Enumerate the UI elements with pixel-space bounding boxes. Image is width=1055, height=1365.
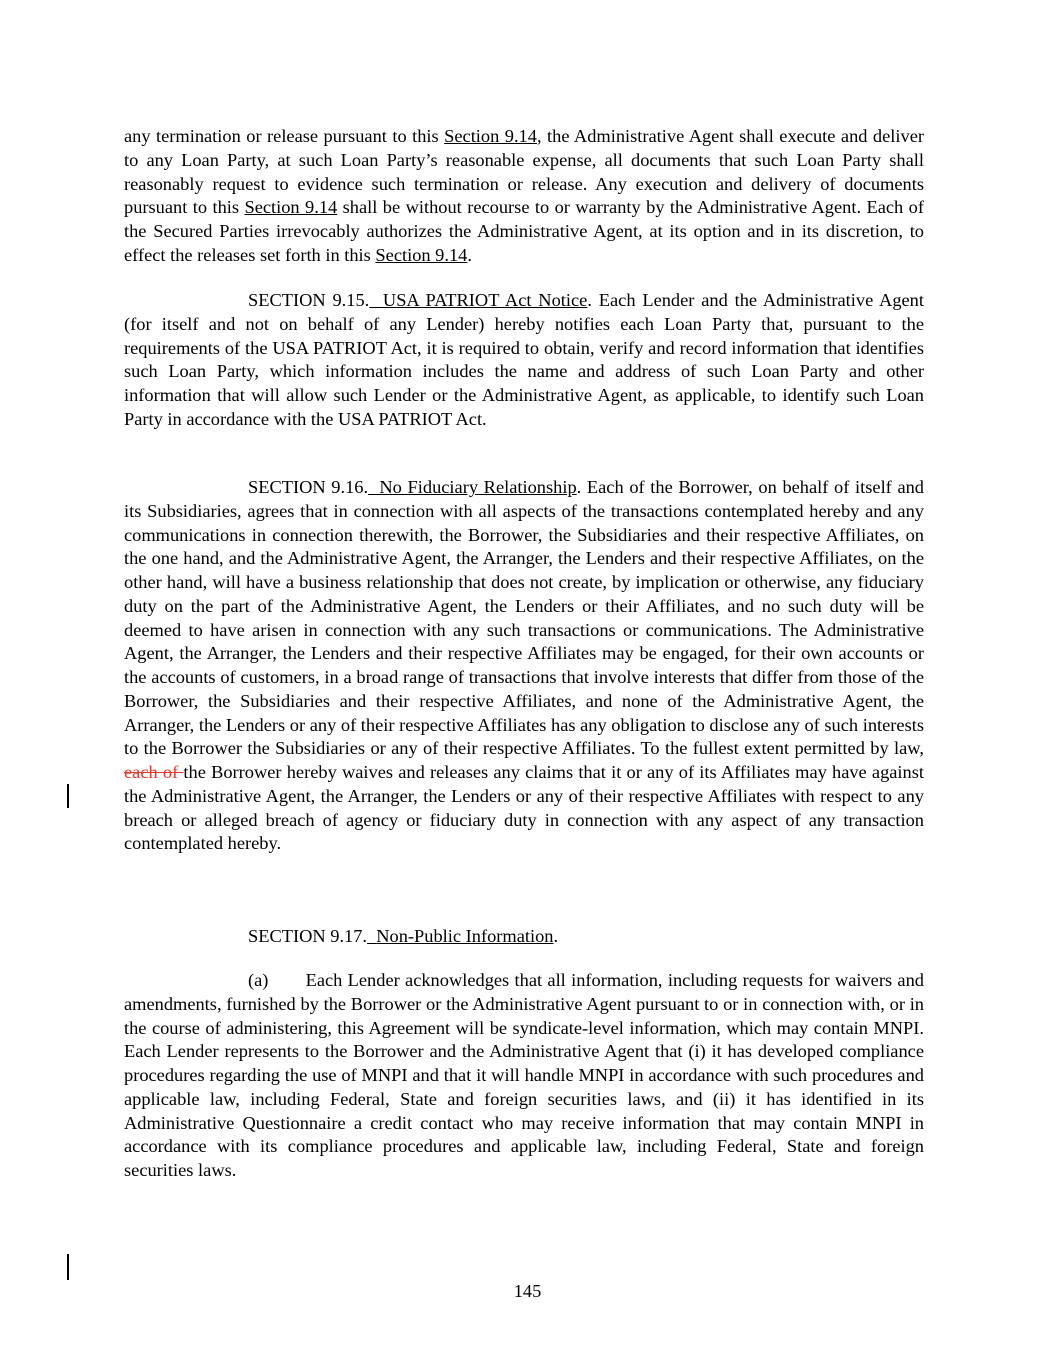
section-heading-gap [369, 290, 383, 310]
section-heading-gap [368, 477, 379, 497]
section-title: No Fiduciary Relationship [379, 477, 577, 497]
section-number: SECTION 9.17. [248, 926, 368, 946]
section-title: USA PATRIOT Act Notice [382, 290, 588, 310]
section-body: . Each Lender and the Administrative Agent (for itself and not on behalf of any Lender) hereby notifies each Loan Party that, pursuant to the requirements of the USA PATRIOT Act, it is required to obtain, verify and record information that identifies such Loan Party, which information includes the name and address of such Loan Party and other information that will allow such Lender or the Administrative Agent, as applicable, to identify such Loan Party in accordance with the USA PATRIOT Act. [124, 290, 924, 429]
section-title: Non-Public Information [376, 926, 554, 946]
paragraph-section-9-16 [124, 476, 924, 856]
paragraph-section-9-15 [124, 289, 924, 432]
paragraph-section-9-14-continuation [124, 125, 924, 268]
change-bar [67, 1254, 69, 1280]
section-number: SECTION 9.16. [248, 477, 369, 497]
text-run: . [467, 244, 472, 265]
section-body: . Each of the Borrower, on behalf of itself and its Subsidiaries, agrees that in connection with all aspects of the transactions contemplated hereby and any communications in connection therewith, the Borrower, the Subsidiaries and their respective Affiliates, on the one hand, and the Administrative Agent, the Arranger, the Lenders and their respective Affiliates, on the other hand, will have a business relationship that does not create, by implication or otherwise, any fiduciary duty on the part of the Administrative Agent, the Lenders or their Affiliates, and no such duty will be deemed to have arisen in connection with any such transactions or communications. The Administrative Agent, the Arranger, the Lenders and their respective Affiliates may be engaged, for their own accounts or the accounts of customers, in a broad range of transactions that involve interests that differ from those of the Borrower, the Subsidiaries and their respective Affiliates, and none of the Administrative Agent, the Arranger, the Lenders or any of their respective Affiliates has any obligation to disclose any of such interests to the Borrower the Subsidiaries or any of their respective Affiliates. To the fullest extent permitted by law, [124, 477, 925, 759]
text-run: any termination or release pursuant to this [124, 126, 445, 146]
clause-body: Each Lender acknowledges that all information, including requests for waivers and amendments, furnished by the Borrower or the Administrative Agent pursuant to or in connection with, or in the course of administering, this Agreement will be syndicate-level information, which may contain MNPI. Each Lender represents to the Borrower and the Administrative Agent that (i) it has developed compliance procedures regarding the use of MNPI and that it will handle MNPI in accordance with such procedures and applicable law, including Federal, State and foreign securities laws, and (ii) it has identified in its Administrative Questionnaire a credit contact who may receive information that may contain MNPI in accordance with its compliance procedures and applicable law, including Federal, State and foreign securities laws. [124, 970, 924, 1180]
section-heading-gap [367, 926, 376, 946]
section-body: the Borrower hereby waives and releases any claims that it or any of its Affiliates may have against the Administrative Agent, the Arranger, the Lenders or any of their respective Affiliates with respect to any breach or alleged breach of agency or fiduciary duty in connection with any aspect of any transaction contemplated hereby. [124, 762, 925, 854]
text-run: , the Administrative Agent shall execute and deliver to any Loan Party, at such Loan Party’s reasonable expense, all documents that such Loan Party shall reasonably request to evidence such termination or release. Any execution and delivery of documents pursuant to this [124, 126, 924, 218]
clause-label: (a) [248, 970, 269, 990]
section-reference: Section 9.14 [444, 126, 537, 146]
section-reference: Section 9.14 [244, 197, 338, 218]
section-title-end: . [553, 926, 559, 946]
text-run: shall be without recourse to or warranty by the Administrative Agent. Each of the Secured Parties irrevocably authorizes the Administrative Agent, at its option and in its discretion, to effect the releases set forth in this [124, 197, 924, 265]
paragraph-section-9-17-heading [124, 925, 924, 949]
change-bar [67, 784, 69, 808]
section-number: SECTION 9.15. [248, 290, 370, 310]
section-reference: Section 9.14 [375, 244, 468, 265]
page-number: 145 [513, 1281, 542, 1301]
paragraph-section-9-17-a [124, 969, 924, 1183]
clause-tab [268, 970, 305, 990]
deleted-text-redline: each of [124, 762, 184, 782]
